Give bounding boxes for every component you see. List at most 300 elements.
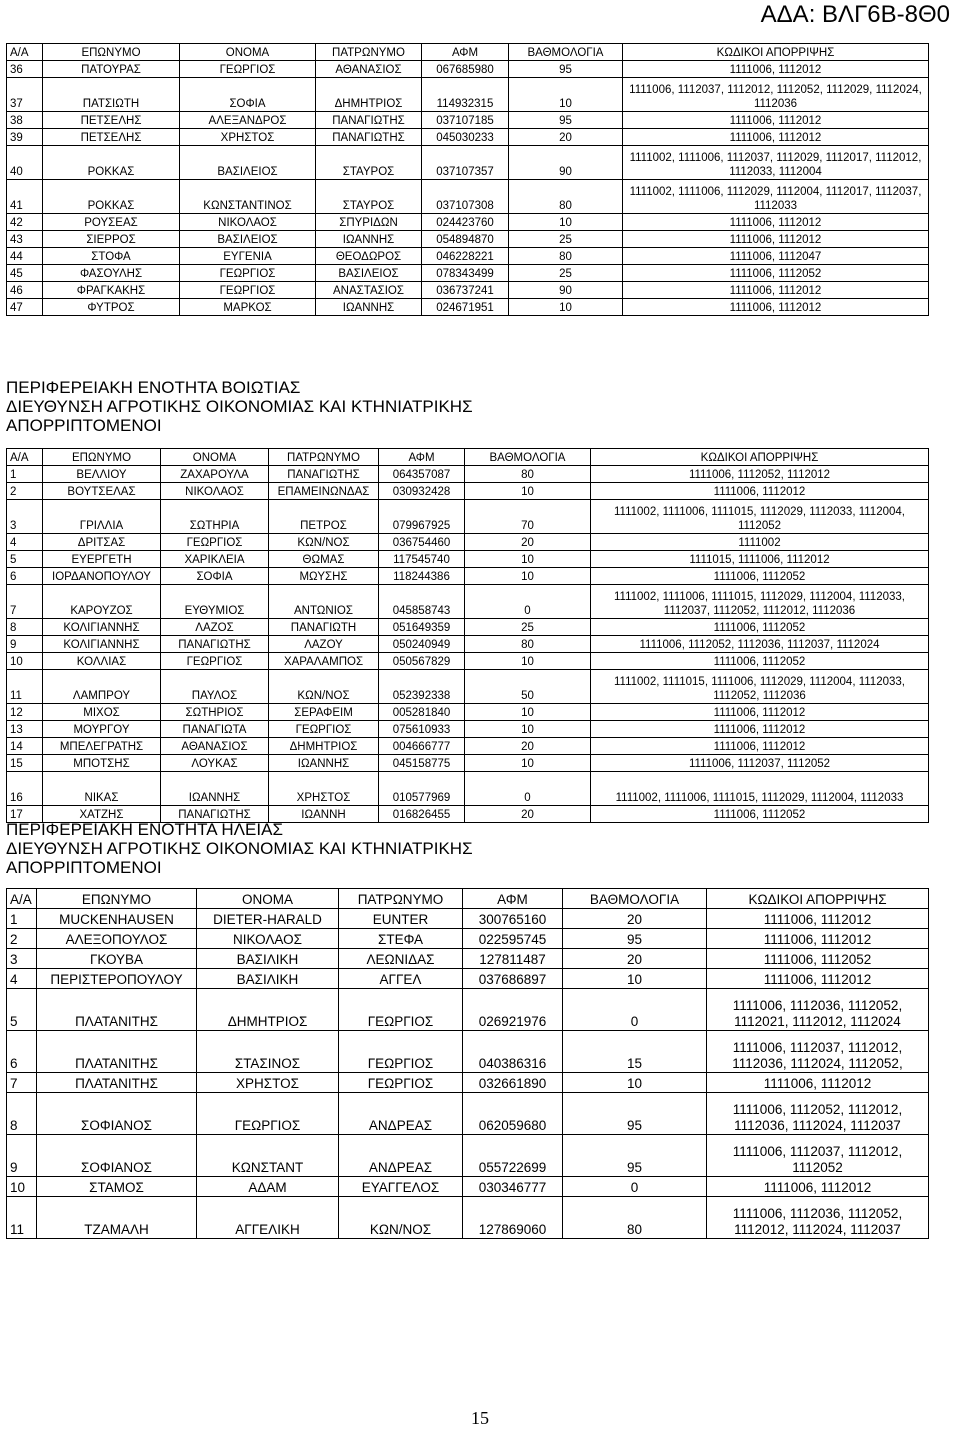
cell-rejection-codes: 1111006, 1112012 [623, 214, 929, 231]
header-fathers-name: ΠΑΤΡΩΝΥΜΟ [339, 889, 463, 909]
cell-score: 95 [563, 1135, 707, 1177]
cell-rejection-codes: 1111002, 1111006, 1112037, 1112029, 1112017, 1112012, 1112033, 1112004 [623, 146, 929, 180]
section2-title [6, 378, 473, 435]
cell-fathers-name: ΑΝΔΡΕΑΣ [339, 1093, 463, 1135]
cell-afm: 024671951 [422, 299, 509, 316]
cell-afm: 050567829 [379, 653, 465, 670]
cell-score: 15 [563, 1031, 707, 1073]
cell-score: 10 [563, 1073, 707, 1093]
cell-rejection-codes: 1111006, 1112012 [707, 969, 929, 989]
cell-score: 20 [465, 738, 591, 755]
cell-name: ΚΩΝΣΤΑΝΤ [197, 1135, 339, 1177]
cell-index: 45 [7, 265, 43, 282]
cell-surname: ΡΟΚΚΑΣ [43, 146, 180, 180]
cell-fathers-name: ΠΑΝΑΓΙΩΤΗΣ [269, 466, 379, 483]
cell-fathers-name: ΠΑΝΑΓΙΩΤΗ [269, 619, 379, 636]
cell-afm: 078343499 [422, 265, 509, 282]
cell-index: 14 [7, 738, 43, 755]
table-row [7, 551, 929, 568]
cell-name: ΓΕΩΡΓΙΟΣ [197, 1093, 339, 1135]
table-row [7, 909, 929, 929]
cell-surname: ΣΟΦΙΑΝΟΣ [37, 1135, 197, 1177]
cell-rejection-codes: 1111006, 1112052 [591, 806, 929, 823]
cell-index: 9 [7, 636, 43, 653]
cell-score: 10 [465, 568, 591, 585]
header-row [7, 449, 929, 466]
table-row [7, 248, 929, 265]
cell-name: ΛΟΥΚΑΣ [161, 755, 269, 772]
cell-afm: 022595745 [463, 929, 563, 949]
cell-afm: 026921976 [463, 989, 563, 1031]
cell-index: 44 [7, 248, 43, 265]
table-row [7, 969, 929, 989]
cell-fathers-name: ΜΩΥΣΗΣ [269, 568, 379, 585]
cell-score: 10 [465, 755, 591, 772]
cell-rejection-codes: 1111006, 1112012 [591, 483, 929, 500]
cell-index: 10 [7, 653, 43, 670]
cell-fathers-name: ΘΕΟΔΩΡΟΣ [316, 248, 422, 265]
cell-index: 5 [7, 989, 37, 1031]
table-row [7, 929, 929, 949]
cell-fathers-name: ΣΠΥΡΙΔΩΝ [316, 214, 422, 231]
table-row [7, 1073, 929, 1093]
cell-surname: ΦΡΑΓΚΑΚΗΣ [43, 282, 180, 299]
cell-rejection-codes: 1111006, 1112052 [591, 568, 929, 585]
cell-score: 10 [563, 969, 707, 989]
ada-code: ΑΔΑ: ΒΛΓ6Β-8Θ0 [760, 1, 950, 28]
cell-fathers-name: ΙΩΑΝΝΗ [269, 806, 379, 823]
table-section-3 [6, 888, 929, 1239]
cell-name: ΣΩΤΗΡΙΑ [161, 500, 269, 534]
cell-name: ΠΑΝΑΓΙΩΤΗΣ [161, 806, 269, 823]
cell-index: 16 [7, 772, 43, 806]
cell-score: 10 [509, 78, 623, 112]
cell-name: ΕΥΘΥΜΙΟΣ [161, 585, 269, 619]
cell-afm: 127869060 [463, 1197, 563, 1239]
cell-rejection-codes: 1111006, 1112052, 1112012, 1112036, 1112024, 1112037 [707, 1093, 929, 1135]
cell-surname: ΜΠΕΛΕΓΡΑΤΗΣ [43, 738, 161, 755]
table-row [7, 146, 929, 180]
cell-surname: ΡΟΚΚΑΣ [43, 180, 180, 214]
cell-fathers-name: ΣΤΑΥΡΟΣ [316, 146, 422, 180]
cell-rejection-codes: 1111006, 1112047 [623, 248, 929, 265]
cell-fathers-name: ΑΝΑΣΤΑΣΙΟΣ [316, 282, 422, 299]
table-row [7, 585, 929, 619]
cell-afm: 046228221 [422, 248, 509, 265]
cell-surname: ΕΥΕΡΓΕΤΗ [43, 551, 161, 568]
section2-title-line: ΑΠΟΡΡΙΠΤΟΜΕΝΟΙ [6, 416, 162, 435]
cell-rejection-codes: 1111006, 1112036, 1112052, 1112021, 1112012, 1112024 [707, 989, 929, 1031]
cell-score: 10 [509, 214, 623, 231]
header-rejection-codes: ΚΩΔΙΚΟΙ ΑΠΟΡΡΙΨΗΣ [623, 44, 929, 61]
cell-index: 42 [7, 214, 43, 231]
cell-score: 50 [465, 670, 591, 704]
cell-score: 10 [465, 721, 591, 738]
header-fathers-name: ΠΑΤΡΩΝΥΜΟ [316, 44, 422, 61]
cell-index: 46 [7, 282, 43, 299]
cell-rejection-codes: 1111002, 1111015, 1111006, 1112029, 1112004, 1112033, 1112052, 1112036 [591, 670, 929, 704]
cell-rejection-codes: 1111002 [591, 534, 929, 551]
header-afm: ΑΦΜ [422, 44, 509, 61]
cell-score: 95 [509, 61, 623, 78]
table-row [7, 1093, 929, 1135]
cell-surname: ΜΠΟΤΣΗΣ [43, 755, 161, 772]
cell-surname: ΦΥΤΡΟΣ [43, 299, 180, 316]
cell-rejection-codes: 1111006, 1112012 [623, 282, 929, 299]
cell-score: 20 [563, 909, 707, 929]
table-section-2 [6, 448, 929, 823]
cell-fathers-name: ΔΗΜΗΤΡΙΟΣ [269, 738, 379, 755]
cell-fathers-name: ΧΡΗΣΤΟΣ [269, 772, 379, 806]
cell-name: ΠΑΝΑΓΙΩΤΗΣ [161, 636, 269, 653]
cell-surname: ΙΟΡΔΑΝΟΠΟΥΛΟΥ [43, 568, 161, 585]
cell-surname: ΜΟΥΡΓΟΥ [43, 721, 161, 738]
cell-name: ΓΕΩΡΓΙΟΣ [180, 265, 316, 282]
cell-surname: ΠΕΡΙΣΤΕΡΟΠΟΥΛΟΥ [37, 969, 197, 989]
cell-name: ΧΑΡΙΚΛΕΙΑ [161, 551, 269, 568]
cell-surname: ΠΛΑΤΑΝΙΤΗΣ [37, 1073, 197, 1093]
header-surname: ΕΠΩΝΥΜΟ [37, 889, 197, 909]
cell-score: 10 [509, 299, 623, 316]
cell-fathers-name: ΚΩΝ/ΝΟΣ [269, 534, 379, 551]
cell-index: 36 [7, 61, 43, 78]
cell-score: 10 [465, 551, 591, 568]
cell-surname: ΒΕΛΛΙΟΥ [43, 466, 161, 483]
cell-rejection-codes: 1111006, 1112052 [707, 949, 929, 969]
cell-afm: 036737241 [422, 282, 509, 299]
cell-name: ΧΡΗΣΤΟΣ [197, 1073, 339, 1093]
cell-name: ΖΑΧΑΡΟΥΛΑ [161, 466, 269, 483]
table-row [7, 1135, 929, 1177]
table-row [7, 299, 929, 316]
cell-afm: 010577969 [379, 772, 465, 806]
cell-name: ΒΑΣΙΛΕΙΟΣ [180, 231, 316, 248]
table-row [7, 534, 929, 551]
table-row [7, 1197, 929, 1239]
cell-afm: 055722699 [463, 1135, 563, 1177]
cell-name: ΣΤΑΣΙΝΟΣ [197, 1031, 339, 1073]
cell-surname: ΜΙΧΟΣ [43, 704, 161, 721]
cell-fathers-name: ΙΩΑΝΝΗΣ [269, 755, 379, 772]
table-row [7, 1177, 929, 1197]
cell-afm: 062059680 [463, 1093, 563, 1135]
cell-rejection-codes: 1111006, 1112037, 1112012, 1112036, 1112024, 1112052, [707, 1031, 929, 1073]
table-section-1 [6, 43, 929, 316]
cell-score: 0 [465, 585, 591, 619]
cell-fathers-name: ΕΠΑΜΕΙΝΩΝΔΑΣ [269, 483, 379, 500]
cell-name: ΕΥΓΕΝΙΑ [180, 248, 316, 265]
cell-fathers-name: ΑΘΑΝΑΣΙΟΣ [316, 61, 422, 78]
cell-fathers-name: EUNTER [339, 909, 463, 929]
cell-name: ΠΑΝΑΓΙΩΤΑ [161, 721, 269, 738]
table-row [7, 568, 929, 585]
cell-name: ΣΟΦΙΑ [161, 568, 269, 585]
cell-fathers-name: ΑΓΓΕΛ [339, 969, 463, 989]
table-row [7, 129, 929, 146]
cell-index: 7 [7, 585, 43, 619]
header-row [7, 44, 929, 61]
cell-surname: ΚΟΛΛΙΑΣ [43, 653, 161, 670]
table-row [7, 78, 929, 112]
cell-rejection-codes: 1111006, 1112052, 1112012 [591, 466, 929, 483]
cell-name: ΒΑΣΙΛΕΙΟΣ [180, 146, 316, 180]
cell-index: 43 [7, 231, 43, 248]
table-row [7, 636, 929, 653]
table-row [7, 619, 929, 636]
cell-fathers-name: ΣΕΡΑΦΕΙΜ [269, 704, 379, 721]
table-row [7, 112, 929, 129]
cell-index: 47 [7, 299, 43, 316]
cell-surname: ΠΕΤΣΕΛΗΣ [43, 112, 180, 129]
table-row [7, 483, 929, 500]
table-row [7, 772, 929, 806]
cell-fathers-name: ΙΩΑΝΝΗΣ [316, 231, 422, 248]
cell-rejection-codes: 1111002, 1111006, 1111015, 1112029, 1112004, 1112033 [591, 772, 929, 806]
cell-name: DIETER-HARALD [197, 909, 339, 929]
cell-index: 1 [7, 909, 37, 929]
cell-surname: ΠΛΑΤΑΝΙΤΗΣ [37, 989, 197, 1031]
cell-surname: ΠΕΤΣΕΛΗΣ [43, 129, 180, 146]
cell-rejection-codes: 1111006, 1112012 [707, 929, 929, 949]
cell-score: 20 [465, 534, 591, 551]
cell-afm: 024423760 [422, 214, 509, 231]
cell-surname: ΣΟΦΙΑΝΟΣ [37, 1093, 197, 1135]
cell-surname: ΑΛΕΞΟΠΟΥΛΟΣ [37, 929, 197, 949]
table-row [7, 180, 929, 214]
section3-title-line: ΔΙΕΥΘΥΝΣΗ ΑΓΡΟΤΙΚΗΣ ΟΙΚΟΝΟΜΙΑΣ ΚΑΙ ΚΤΗΝΙΑΤΡΙΚΗΣ [6, 839, 473, 858]
cell-fathers-name: ΓΕΩΡΓΙΟΣ [339, 989, 463, 1031]
table-row [7, 265, 929, 282]
cell-score: 80 [465, 636, 591, 653]
cell-surname: ΣΤΑΜΟΣ [37, 1177, 197, 1197]
cell-fathers-name: ΓΕΩΡΓΙΟΣ [339, 1031, 463, 1073]
cell-index: 2 [7, 483, 43, 500]
cell-score: 90 [509, 146, 623, 180]
cell-score: 95 [509, 112, 623, 129]
cell-index: 1 [7, 466, 43, 483]
cell-afm: 052392338 [379, 670, 465, 704]
cell-fathers-name: ΑΝΔΡΕΑΣ [339, 1135, 463, 1177]
cell-score: 10 [465, 483, 591, 500]
cell-surname: ΓΚΟΥΒΑ [37, 949, 197, 969]
cell-surname: ΝΙΚΑΣ [43, 772, 161, 806]
table-row [7, 755, 929, 772]
cell-name: ΒΑΣΙΛΙΚΗ [197, 949, 339, 969]
header-score: ΒΑΘΜΟΛΟΓΙΑ [465, 449, 591, 466]
cell-surname: ΦΑΣΟΥΛΗΣ [43, 265, 180, 282]
header-fathers-name: ΠΑΤΡΩΝΥΜΟ [269, 449, 379, 466]
header-rejection-codes: ΚΩΔΙΚΟΙ ΑΠΟΡΡΙΨΗΣ [591, 449, 929, 466]
section3-title-line: ΠΕΡΙΦΕΡΕΙΑΚΗ ΕΝΟΤΗΤΑ ΗΛΕΙΑΣ [6, 820, 283, 839]
cell-name: ΓΕΩΡΓΙΟΣ [161, 534, 269, 551]
header-score: ΒΑΘΜΟΛΟΓΙΑ [563, 889, 707, 909]
table-row [7, 61, 929, 78]
cell-afm: 040386316 [463, 1031, 563, 1073]
cell-score: 80 [509, 180, 623, 214]
cell-surname: MUCKENHAUSEN [37, 909, 197, 929]
cell-rejection-codes: 1111006, 1112012 [707, 909, 929, 929]
cell-name: ΝΙΚΟΛΑΟΣ [180, 214, 316, 231]
cell-index: 7 [7, 1073, 37, 1093]
cell-afm: 050240949 [379, 636, 465, 653]
cell-fathers-name: ΣΤΑΥΡΟΣ [316, 180, 422, 214]
cell-index: 4 [7, 969, 37, 989]
cell-name: ΣΩΤΗΡΙΟΣ [161, 704, 269, 721]
header-name: ΟΝΟΜΑ [197, 889, 339, 909]
cell-rejection-codes: 1111006, 1112052, 1112036, 1112037, 1112024 [591, 636, 929, 653]
cell-surname: ΤΖΑΜΑΛΗ [37, 1197, 197, 1239]
cell-name: ΝΙΚΟΛΑΟΣ [197, 929, 339, 949]
cell-index: 15 [7, 755, 43, 772]
cell-score: 80 [465, 466, 591, 483]
cell-name: ΓΕΩΡΓΙΟΣ [180, 282, 316, 299]
cell-name: ΓΕΩΡΓΙΟΣ [161, 653, 269, 670]
cell-rejection-codes: 1111006, 1112012 [623, 129, 929, 146]
cell-name: ΜΑΡΚΟΣ [180, 299, 316, 316]
cell-index: 39 [7, 129, 43, 146]
table-row [7, 670, 929, 704]
cell-score: 0 [465, 772, 591, 806]
section2-title-line: ΔΙΕΥΘΥΝΣΗ ΑΓΡΟΤΙΚΗΣ ΟΙΚΟΝΟΜΙΑΣ ΚΑΙ ΚΤΗΝΙΑΤΡΙΚΗΣ [6, 397, 473, 416]
cell-rejection-codes: 1111006, 1112036, 1112052, 1112012, 1112024, 1112037 [707, 1197, 929, 1239]
section3-title-line: ΑΠΟΡΡΙΠΤΟΜΕΝΟΙ [6, 858, 162, 877]
cell-rejection-codes: 1111006, 1112012 [623, 231, 929, 248]
cell-rejection-codes: 1111006, 1112037, 1112012, 1112052, 1112029, 1112024, 1112036 [623, 78, 929, 112]
cell-fathers-name: ΕΥΑΓΓΕΛΟΣ [339, 1177, 463, 1197]
cell-name: ΒΑΣΙΛΙΚΗ [197, 969, 339, 989]
cell-fathers-name: ΙΩΑΝΝΗΣ [316, 299, 422, 316]
header-index: Α/Α [7, 44, 43, 61]
cell-rejection-codes: 1111006, 1112012 [591, 738, 929, 755]
cell-fathers-name: ΒΑΣΙΛΕΙΟΣ [316, 265, 422, 282]
cell-index: 12 [7, 704, 43, 721]
table-row [7, 721, 929, 738]
cell-afm: 037107308 [422, 180, 509, 214]
cell-score: 10 [465, 653, 591, 670]
cell-rejection-codes: 1111006, 1112012 [623, 299, 929, 316]
cell-score: 25 [509, 231, 623, 248]
cell-rejection-codes: 1111006, 1112037, 1112052 [591, 755, 929, 772]
cell-index: 38 [7, 112, 43, 129]
cell-afm: 117545740 [379, 551, 465, 568]
cell-score: 95 [563, 1093, 707, 1135]
header-name: ΟΝΟΜΑ [161, 449, 269, 466]
cell-surname: ΠΑΤΣΙΩΤΗ [43, 78, 180, 112]
cell-name: ΑΘΑΝΑΣΙΟΣ [161, 738, 269, 755]
cell-index: 3 [7, 949, 37, 969]
cell-name: ΙΩΑΝΝΗΣ [161, 772, 269, 806]
cell-afm: 030346777 [463, 1177, 563, 1197]
cell-score: 80 [563, 1197, 707, 1239]
cell-afm: 037107357 [422, 146, 509, 180]
table-row [7, 214, 929, 231]
cell-afm: 300765160 [463, 909, 563, 929]
cell-surname: ΣΙΕΡΡΟΣ [43, 231, 180, 248]
cell-index: 6 [7, 1031, 37, 1073]
cell-afm: 067685980 [422, 61, 509, 78]
cell-fathers-name: ΘΩΜΑΣ [269, 551, 379, 568]
cell-afm: 037686897 [463, 969, 563, 989]
cell-index: 10 [7, 1177, 37, 1197]
header-afm: ΑΦΜ [379, 449, 465, 466]
cell-index: 6 [7, 568, 43, 585]
cell-index: 17 [7, 806, 43, 823]
cell-rejection-codes: 1111002, 1111006, 1112029, 1112004, 1112017, 1112037, 1112033 [623, 180, 929, 214]
table-row [7, 466, 929, 483]
cell-surname: ΠΛΑΤΑΝΙΤΗΣ [37, 1031, 197, 1073]
header-rejection-codes: ΚΩΔΙΚΟΙ ΑΠΟΡΡΙΨΗΣ [707, 889, 929, 909]
cell-index: 41 [7, 180, 43, 214]
cell-afm: 005281840 [379, 704, 465, 721]
page-number: 15 [471, 1408, 489, 1428]
cell-score: 20 [465, 806, 591, 823]
header-surname: ΕΠΩΝΥΜΟ [43, 44, 180, 61]
cell-name: ΚΩΝΣΤΑΝΤΙΝΟΣ [180, 180, 316, 214]
cell-rejection-codes: 1111006, 1112012 [707, 1177, 929, 1197]
cell-afm: 054894870 [422, 231, 509, 248]
cell-surname: ΒΟΥΤΣΕΛΑΣ [43, 483, 161, 500]
cell-rejection-codes: 1111006, 1112052 [591, 619, 929, 636]
cell-rejection-codes: 1111002, 1111006, 1111015, 1112029, 1112004, 1112033, 1112037, 1112052, 1112012, 1112036 [591, 585, 929, 619]
cell-afm: 114932315 [422, 78, 509, 112]
cell-afm: 004666777 [379, 738, 465, 755]
section2-title-line: ΠΕΡΙΦΕΡΕΙΑΚΗ ΕΝΟΤΗΤΑ ΒΟΙΩΤΙΑΣ [6, 378, 301, 397]
cell-fathers-name: ΣΤΕΦΑ [339, 929, 463, 949]
cell-fathers-name: ΠΕΤΡΟΣ [269, 500, 379, 534]
cell-name: ΣΟΦΙΑ [180, 78, 316, 112]
cell-score: 80 [509, 248, 623, 265]
cell-rejection-codes: 1111006, 1112037, 1112012, 1112052 [707, 1135, 929, 1177]
cell-afm: 030932428 [379, 483, 465, 500]
cell-rejection-codes: 1111006, 1112012 [591, 721, 929, 738]
cell-afm: 064357087 [379, 466, 465, 483]
cell-afm: 032661890 [463, 1073, 563, 1093]
table-row [7, 949, 929, 969]
header-index: Α/Α [7, 889, 37, 909]
cell-index: 11 [7, 1197, 37, 1239]
cell-surname: ΔΡΙΤΣΑΣ [43, 534, 161, 551]
cell-score: 0 [563, 989, 707, 1031]
cell-afm: 051649359 [379, 619, 465, 636]
cell-index: 3 [7, 500, 43, 534]
cell-score: 95 [563, 929, 707, 949]
table-row [7, 1031, 929, 1073]
cell-surname: ΚΟΛΙΓΙΑΝΝΗΣ [43, 636, 161, 653]
cell-rejection-codes: 1111006, 1112012 [707, 1073, 929, 1093]
table-row [7, 989, 929, 1031]
cell-index: 40 [7, 146, 43, 180]
cell-rejection-codes: 1111006, 1112052 [623, 265, 929, 282]
table-row [7, 653, 929, 670]
cell-name: ΑΛΕΞΑΝΔΡΟΣ [180, 112, 316, 129]
cell-surname: ΣΤΟΦΑ [43, 248, 180, 265]
table-row [7, 500, 929, 534]
cell-fathers-name: ΚΩΝ/ΝΟΣ [339, 1197, 463, 1239]
cell-surname: ΚΑΡΟΥΖΟΣ [43, 585, 161, 619]
cell-rejection-codes: 1111006, 1112012 [591, 704, 929, 721]
cell-name: ΧΡΗΣΤΟΣ [180, 129, 316, 146]
cell-index: 2 [7, 929, 37, 949]
cell-name: ΑΓΓΕΛΙΚΗ [197, 1197, 339, 1239]
header-afm: ΑΦΜ [463, 889, 563, 909]
table-row [7, 704, 929, 721]
cell-fathers-name: ΓΕΩΡΓΙΟΣ [339, 1073, 463, 1093]
cell-score: 20 [563, 949, 707, 969]
cell-surname: ΠΑΤΟΥΡΑΣ [43, 61, 180, 78]
table-row [7, 738, 929, 755]
cell-index: 4 [7, 534, 43, 551]
cell-afm: 036754460 [379, 534, 465, 551]
